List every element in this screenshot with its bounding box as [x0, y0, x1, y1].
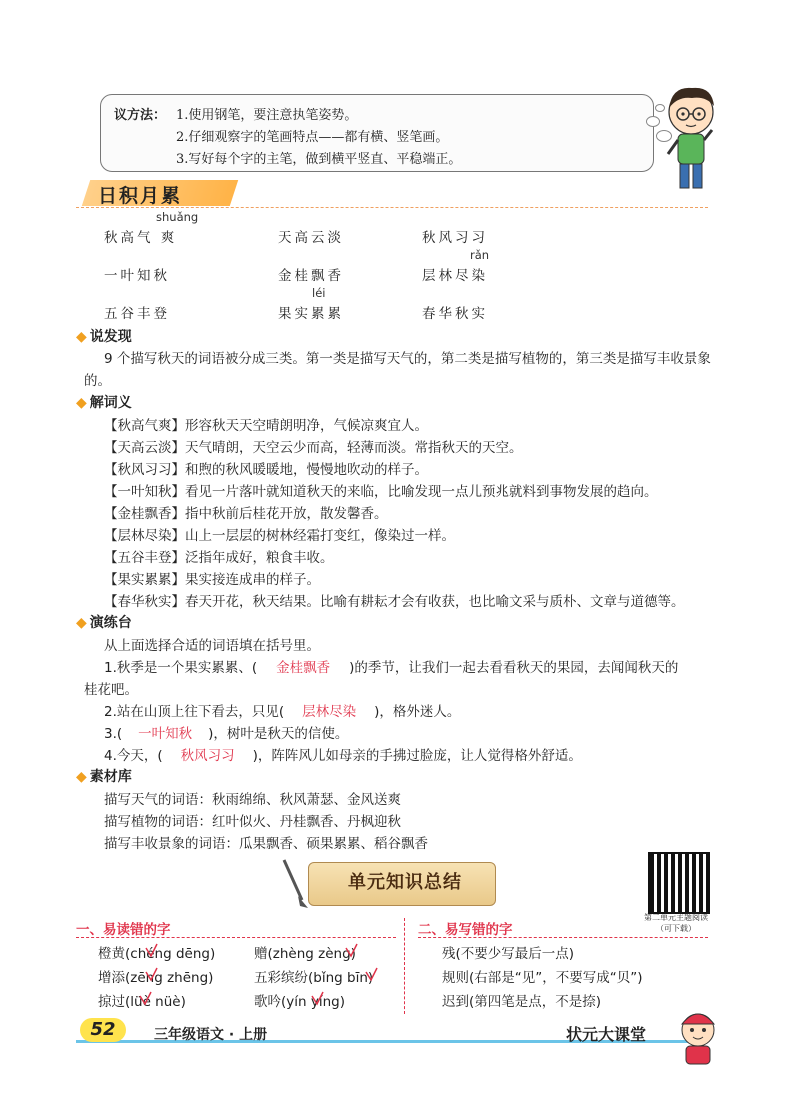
phrase: 五谷丰登 [104, 306, 170, 322]
tips-line: 1.使用钢笔，要注意执笔姿势。 [176, 108, 358, 123]
phrase: 春华秋实 [422, 306, 488, 322]
phrase: 秋风习习 [422, 230, 488, 246]
definition: 【春华秋实】春天开花，秋天结果。比喻有耕耘才会有收获，也比喻文采与质朴、文章与道德等。 [104, 594, 685, 610]
definition: 【天高云淡】天气晴朗，天空云少而高，轻薄而淡。常指秋天的天空。 [104, 440, 523, 456]
phrase: 金桂飘香 [278, 268, 344, 284]
phrase: 秋高气 爽 [104, 230, 178, 246]
practice-question-1-cont: 桂花吧。 [84, 682, 138, 698]
phrase: 天高云淡 [278, 230, 344, 246]
practice-instruction: 从上面选择合适的词语填在括号里。 [104, 638, 320, 654]
divider [418, 937, 708, 938]
section-title: 日积月累 [98, 185, 183, 207]
answer: 金桂飘香 [276, 660, 331, 676]
diamond-icon: ◆ [76, 395, 87, 411]
mascot-illustration [672, 1004, 724, 1070]
definition: 【果实累累】果实接连成串的样子。 [104, 572, 320, 588]
page-number: 52 [80, 1018, 126, 1042]
discover-text: 9 个描写秋天的词语被分成三类。第一类是描写天气的，第二类是描写植物的，第三类是描写丰收景象的。 [84, 351, 711, 389]
answer: 一叶知秋 [138, 726, 193, 742]
diamond-icon: ◆ [76, 615, 87, 631]
diamond-icon: ◆ [76, 769, 87, 785]
unit-banner-title: 单元知识总结 [348, 872, 462, 893]
qr-code[interactable] [648, 852, 710, 914]
definition: 【一叶知秋】看见一片落叶就知道秋天的来临，比喻发现一点儿预兆就料到事物发展的趋向。 [104, 484, 658, 500]
miswritten-item: 残(不要少写最后一点) [442, 946, 575, 962]
misread-item: 增添(zēng zhēng) [98, 970, 214, 986]
qr-caption: 第二单元主题阅读 [644, 913, 708, 922]
divider [404, 918, 405, 1014]
misread-heading: 一、易读错的字 [76, 922, 171, 938]
practice-question-1: 1.秋季是一个果实累累、( 金桂飘香 )的季节，让我们一起去看看秋天的果园，去闻闻秋天的 [104, 656, 678, 676]
tips-line: 2.仔细观察字的笔画特点——都有横、竖笔画。 [176, 130, 449, 145]
meanings-heading: ◆ 解词义 [76, 395, 132, 411]
divider [76, 937, 396, 938]
definition: 【层林尽染】山上一层层的树林经霜打变红，像染过一样。 [104, 528, 455, 544]
brand-label: 状元大课堂 [566, 1025, 647, 1044]
diamond-icon: ◆ [76, 329, 87, 345]
misread-item: 掠过(lüè nüè) [98, 994, 186, 1010]
phrase: 一叶知秋 [104, 268, 170, 284]
practice-question-3: 3.( 一叶知秋 )，树叶是秋天的信使。 [104, 722, 348, 742]
tips-line: 3.写好每个字的主笔，做到横平竖直、平稳端正。 [176, 152, 462, 167]
phrase: 层林尽染 [422, 268, 488, 284]
qr-caption: （可下载） [656, 924, 696, 933]
misread-item: 歌吟(yín yíng) [254, 994, 345, 1010]
boy-illustration [660, 82, 722, 198]
misread-item: 五彩缤纷(bǐng bīn) [254, 970, 374, 986]
misread-item: 赠(zhèng zèng) [254, 946, 356, 962]
tips-title: 议方法： [114, 108, 167, 123]
definition: 【金桂飘香】指中秋前后桂花开放，散发馨香。 [104, 506, 388, 522]
library-item: 描写植物的词语：红叶似火、丹桂飘香、丹枫迎秋 [104, 814, 401, 830]
practice-question-4: 4.今天，( 秋风习习 )，阵阵风儿如母亲的手拂过脸庞，让人觉得格外舒适。 [104, 744, 582, 764]
pinyin-annotation: shuǎng [156, 210, 199, 224]
phrase: 果实累累 [278, 306, 344, 322]
miswritten-heading: 二、易写错的字 [418, 922, 513, 938]
definition: 【秋高气爽】形容秋天天空晴朗明净，气候凉爽宜人。 [104, 418, 428, 434]
miswritten-item: 迟到(第四笔是点，不是捺) [442, 994, 602, 1010]
miswritten-item: 规则(右部是“见”，不要写成“贝”) [442, 970, 643, 986]
definition: 【五谷丰登】泛指年成好，粮食丰收。 [104, 550, 334, 566]
divider [76, 207, 708, 208]
library-item: 描写天气的词语：秋雨绵绵、秋风萧瑟、金风送爽 [104, 792, 401, 808]
library-heading: ◆ 素材库 [76, 769, 132, 785]
practice-heading: ◆ 演练台 [76, 615, 132, 631]
grade-label: 三年级语文 · 上册 [154, 1027, 268, 1043]
discover-heading: ◆ 说发现 [76, 329, 132, 345]
pinyin-annotation: rǎn [470, 248, 490, 262]
practice-question-2: 2.站在山顶上往下看去，只见( 层林尽染 )，格外迷人。 [104, 700, 460, 720]
answer: 层林尽染 [302, 704, 357, 720]
answer: 秋风习习 [180, 748, 235, 764]
thought-bubble [646, 116, 660, 127]
definition: 【秋风习习】和煦的秋风暖暖地，慢慢地吹动的样子。 [104, 462, 428, 478]
pinyin-annotation: léi [312, 286, 326, 300]
check-marks [120, 940, 420, 1010]
library-item: 描写丰收景象的词语：瓜果飘香、硕果累累、稻谷飘香 [104, 836, 428, 852]
misread-item: 橙黄(chéng dēng) [98, 946, 216, 962]
